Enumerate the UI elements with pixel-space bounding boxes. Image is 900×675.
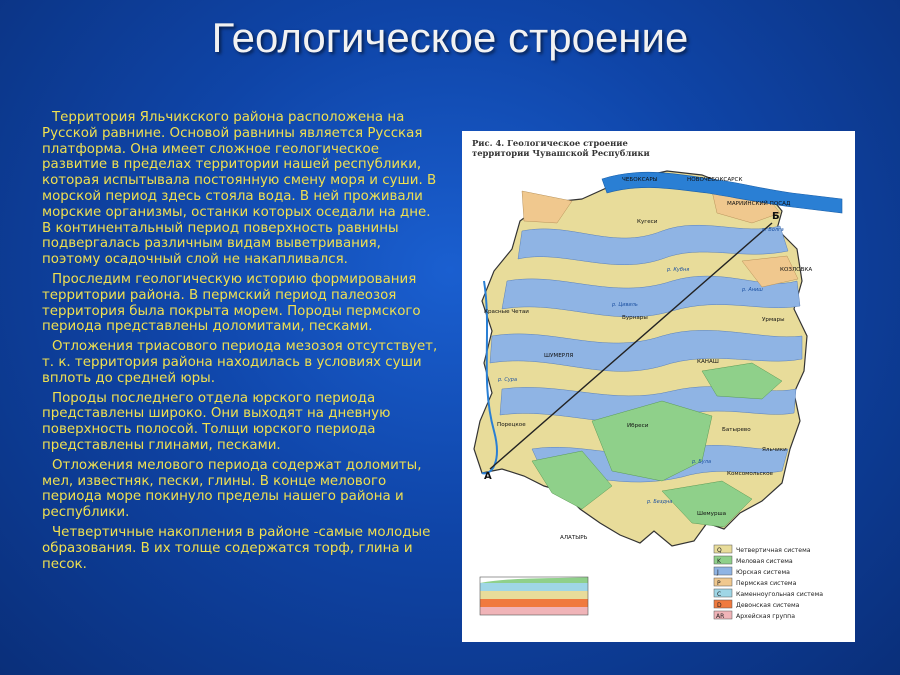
city-label: Урмары bbox=[762, 317, 785, 323]
legend-item bbox=[714, 611, 795, 620]
river-label: р. Була bbox=[692, 459, 712, 465]
river-label: р. Бездна bbox=[647, 499, 673, 505]
city-label: КАНАШ bbox=[697, 359, 719, 365]
cross-section bbox=[480, 577, 588, 615]
svg-text:D: D bbox=[717, 602, 722, 609]
city-label: Вурнары bbox=[622, 315, 648, 321]
svg-text:AR: AR bbox=[716, 613, 725, 620]
svg-text:Четвертичная система: Четвертичная система bbox=[736, 547, 811, 554]
legend-item bbox=[714, 589, 823, 598]
city-label: ЧЕБОКСАРЫ bbox=[622, 177, 658, 183]
svg-text:J: J bbox=[717, 569, 719, 576]
river-label: р. Цивиль bbox=[612, 302, 638, 308]
city-label: Шемурша bbox=[697, 511, 727, 517]
svg-text:Архейская группа: Архейская группа bbox=[736, 613, 795, 620]
city-label: Батырево bbox=[722, 427, 751, 433]
section-start-label: А bbox=[484, 471, 492, 482]
city-label: Комсомольское bbox=[727, 471, 773, 477]
paragraph: Проследим геологическую историю формирования территории района. В пермский период палеозоя территория была покрыта морем. Породы пермского периода представлены доломитами, песками. bbox=[42, 271, 421, 335]
svg-text:Пермская система: Пермская система bbox=[736, 580, 797, 587]
river-label: р. Сура bbox=[498, 377, 518, 383]
city-label: КОЗЛОВКА bbox=[780, 267, 813, 273]
city-label: Ибреси bbox=[627, 423, 649, 429]
river-label: р. Аниш bbox=[742, 287, 763, 293]
river-label: р. Волга bbox=[762, 227, 784, 233]
map-caption-line2: территории Чувашской Республики bbox=[472, 148, 650, 158]
svg-text:Q: Q bbox=[717, 547, 722, 554]
city-label: АЛАТЫРЬ bbox=[560, 535, 588, 541]
legend-item bbox=[714, 545, 811, 554]
paragraph: Четвертичные накопления в районе -самые молодые образования. В их толще содержатся торф, глина и песок. bbox=[42, 524, 431, 572]
city-label: Кугеси bbox=[637, 219, 658, 225]
river-label: р. Кубня bbox=[667, 267, 690, 273]
map-figure bbox=[462, 131, 855, 642]
svg-text:P: P bbox=[717, 580, 721, 587]
legend bbox=[714, 545, 823, 620]
paragraph: Отложения триасового периода мезозоя отсутствует, т. к. территория района находилась в условиях суши вплоть до средней юры. bbox=[42, 339, 438, 386]
svg-text:Девонская система: Девонская система bbox=[736, 602, 800, 609]
map-caption-line1: Рис. 4. Геологическое строение bbox=[472, 138, 628, 148]
city-label: МАРИИНСКИЙ ПОСАД bbox=[727, 201, 791, 207]
svg-text:Меловая система: Меловая система bbox=[736, 558, 793, 565]
body-text bbox=[42, 110, 442, 576]
map-caption bbox=[472, 138, 650, 158]
paragraph: Отложения мелового периода содержат доломиты, мел, известняк, пески, глины. В конце мелового периода море покинуло пределы нашего района и республики. bbox=[42, 457, 422, 521]
geological-map bbox=[462, 131, 855, 642]
slide-title: Геологическое строение bbox=[211, 14, 689, 61]
legend-item bbox=[714, 567, 790, 576]
section-end-label: Б bbox=[772, 211, 780, 222]
paragraph: Территория Яльчикского района расположена на Русской равнине. Основой равнины является Русская платформа. Она имеет сложное геологическое развитие в пределах территории нашей республики, которая испытывала постоянную смену моря и суши. В морской период здесь стояла вода. В ней проживали морские организмы, останки которых оседали на дне. В континентальный период поверхность равнины подвергалась различным видам выветривания, поэтому осадочный слой не накапливался. bbox=[42, 110, 437, 268]
legend-item bbox=[714, 600, 800, 609]
city-label: Красные Четаи bbox=[484, 309, 529, 315]
city-label: Порецкое bbox=[497, 422, 526, 428]
legend-item bbox=[714, 556, 793, 565]
city-label: НОВОЧЕБОКСАРСК bbox=[687, 177, 743, 183]
svg-text:C: C bbox=[717, 591, 722, 598]
svg-text:Юрская система: Юрская система bbox=[736, 569, 790, 576]
svg-text:Каменноугольная система: Каменноугольная система bbox=[736, 591, 824, 598]
paragraph: Породы последнего отдела юрского периода представлены широко. Они выходят на дневную поверхность полосой. Толщи юрского периода представлены глинами, песками. bbox=[42, 390, 391, 453]
city-label: Яльчики bbox=[762, 447, 787, 453]
legend-item bbox=[714, 578, 797, 587]
svg-text:K: K bbox=[717, 558, 721, 565]
city-label: ШУМЕРЛЯ bbox=[544, 353, 574, 359]
